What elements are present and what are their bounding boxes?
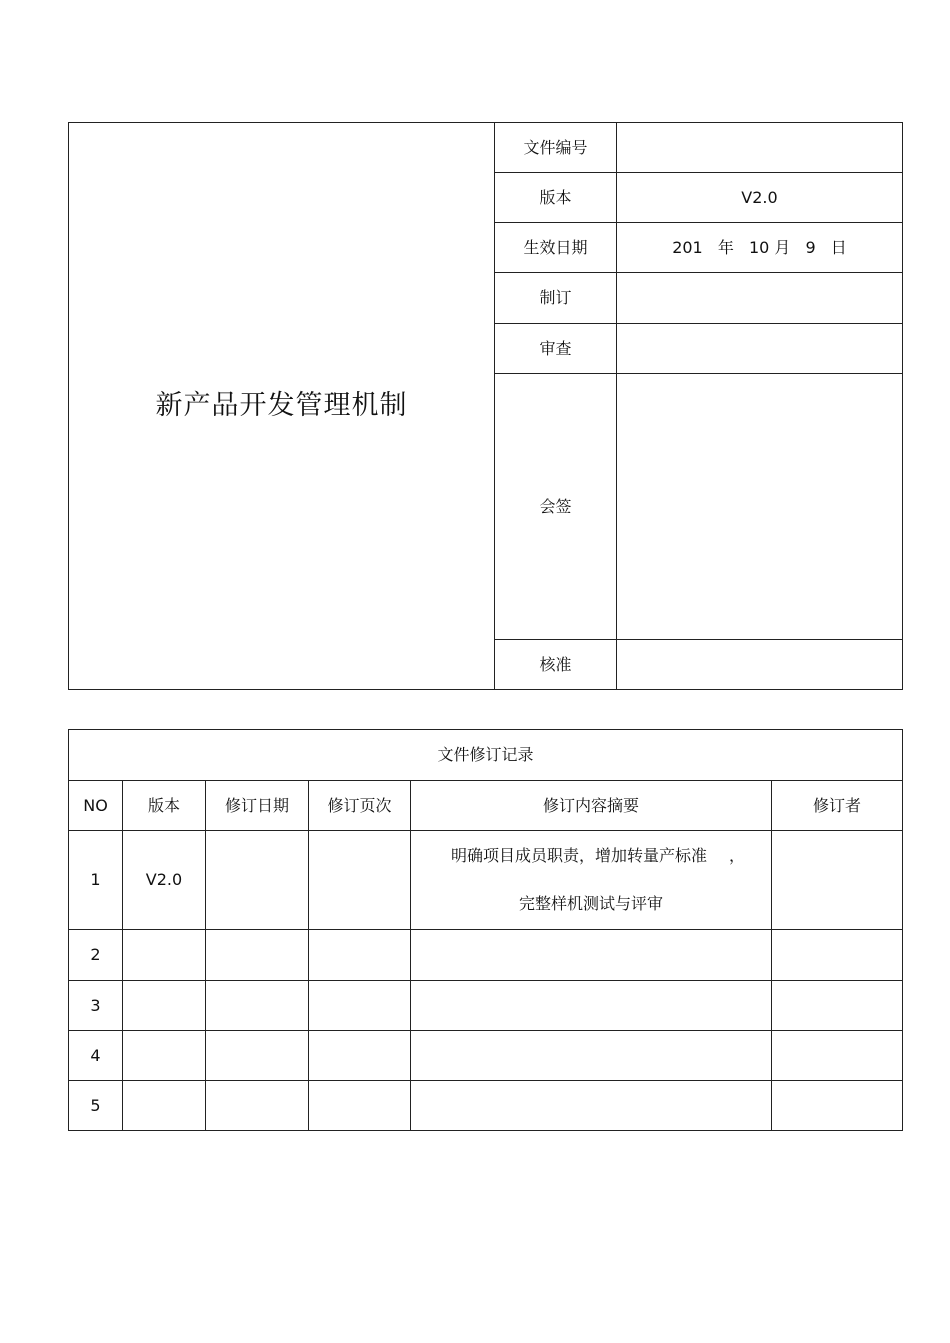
revision-header-pages: 修订页次 [309,781,411,831]
revision-header-version: 版本 [123,781,206,831]
revision-cell-reviser [772,930,903,981]
table-row [69,1031,903,1081]
revision-cell-summary [411,930,772,981]
revision-cell-version [123,1081,206,1131]
revision-cell-reviser [772,1031,903,1081]
cover-value-countersign [617,374,903,640]
revision-cell-pages [309,1031,411,1081]
revision-cell-date [206,831,309,930]
cover-label-reviewed-by: 审查 [495,324,617,374]
cover-label-countersign: 会签 [495,374,617,640]
revision-cell-no: 1 [69,831,123,930]
revision-cell-version [123,981,206,1031]
table-row [69,831,903,930]
revision-cell-pages [309,831,411,930]
revision-cell-pages [309,930,411,981]
date-day: 9 [805,237,816,257]
table-row [69,1081,903,1131]
cover-value-drafted-by [617,273,903,324]
date-year-unit: 年 [717,237,734,257]
cover-label-effective-date: 生效日期 [495,223,617,273]
summary-comma: ， [729,846,746,865]
revision-cell-no: 4 [69,1031,123,1081]
revision-header-no: NO [69,781,123,831]
revision-cell-reviser [772,1081,903,1131]
revision-cell-date [206,930,309,981]
revision-cell-reviser [772,981,903,1031]
revision-cell-summary [411,1031,772,1081]
revision-cell-no: 2 [69,930,123,981]
revision-header-reviser: 修订者 [772,781,903,831]
cover-value-version: V2.0 [617,173,903,223]
summary-line: 完整样机测试与评审 [518,894,663,913]
revision-cell-pages [309,1081,411,1131]
revision-cell-date [206,981,309,1031]
revision-cell-pages [309,981,411,1031]
revision-cell-version [123,930,206,981]
cover-value-reviewed-by [617,324,903,374]
document-title: 新产品开发管理机制 [69,123,495,690]
cover-label-version: 版本 [495,173,617,223]
revision-cell-summary [411,981,772,1031]
revision-cell-version [123,1031,206,1081]
cover-label-file-number: 文件编号 [495,123,617,173]
cover-label-approved-by: 核准 [495,640,617,690]
date-day-unit: 日 [830,237,847,257]
revision-cell-summary [411,1081,772,1131]
revision-cell-no: 3 [69,981,123,1031]
cover-value-file-number [617,123,903,173]
revision-cell-reviser [772,831,903,930]
revision-cell-no: 5 [69,1081,123,1131]
revision-record-table [68,729,903,1131]
revision-cell-version: V2.0 [123,831,206,930]
cover-value-effective-date [617,223,903,273]
date-month: 10 [748,237,770,257]
table-row [69,930,903,981]
revision-header-summary: 修订内容摘要 [411,781,772,831]
date-month-unit: 月 [774,237,791,257]
revision-cell-date [206,1081,309,1131]
date-year: 201 [672,237,703,257]
cover-label-drafted-by: 制订 [495,273,617,324]
summary-line [411,844,771,868]
revision-header-date: 修订日期 [206,781,309,831]
summary-text: 明确项目成员职责，增加转量产标准 [451,846,708,865]
table-row [69,981,903,1031]
revision-table-title: 文件修订记录 [69,730,903,781]
cover-value-approved-by [617,640,903,690]
revision-cell-summary [411,831,772,930]
revision-cell-date [206,1031,309,1081]
document-cover-table [68,122,903,690]
